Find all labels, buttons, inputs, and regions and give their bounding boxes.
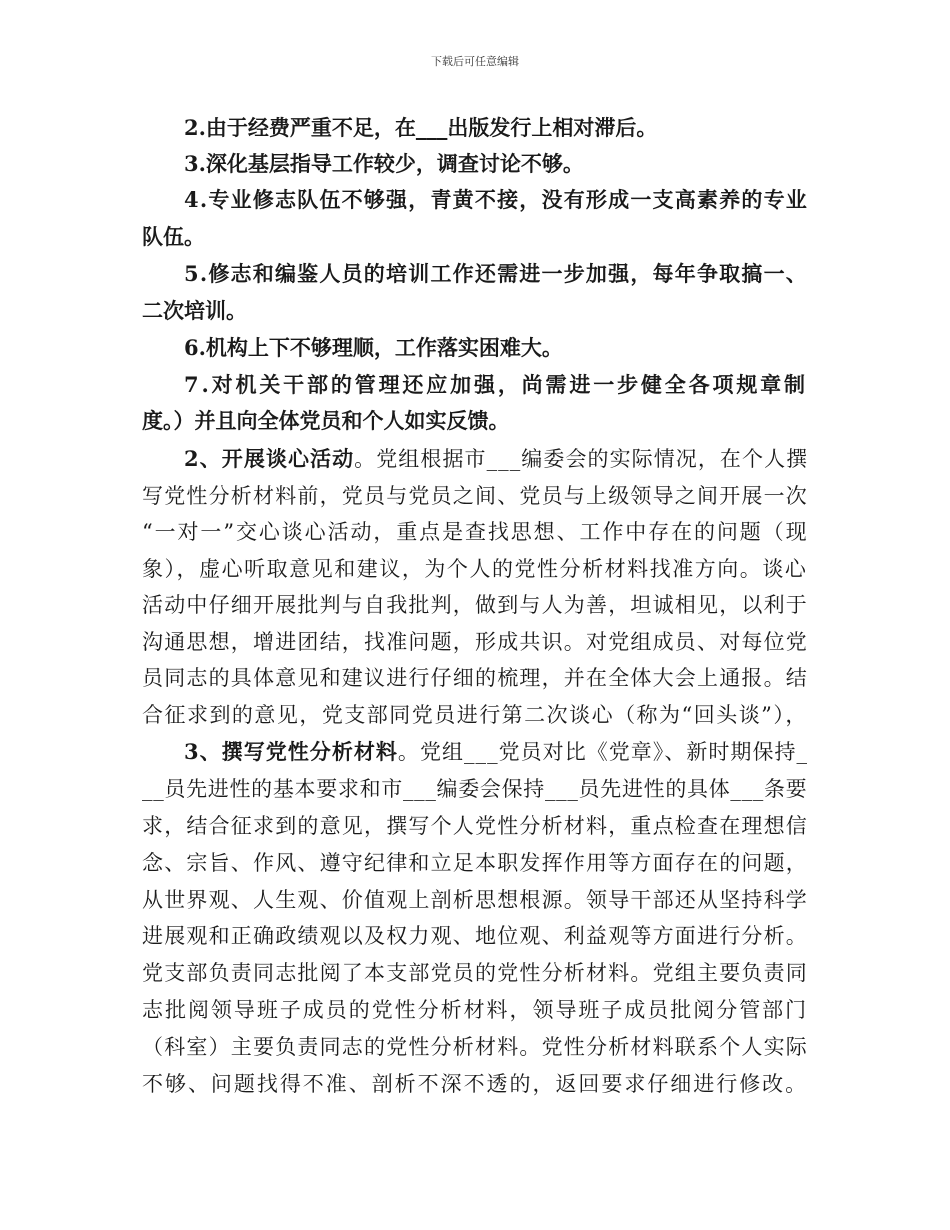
- list-item-4-line-2: 队伍。: [142, 224, 205, 249]
- list-item-7-line-1: 7.对机关干部的管理还应加强，尚需进一步健全各项规章制: [184, 372, 808, 397]
- paragraph-3-line-8: 志批阅领导班子成员的党性分析材料，领导班子成员批阅分管部门: [142, 998, 809, 1022]
- list-item-2: 2.由于经费严重不足，在___出版发行上相对滞后。: [184, 115, 658, 140]
- paragraph-2-line-4: 象），虚心听取意见和建议，为个人的党性分析材料找准方向。谈心: [142, 557, 808, 581]
- paragraph-2-line-3: “一对一”交心谈心活动，重点是查找思想、工作中存在的问题（现: [142, 520, 809, 544]
- list-item-5-line-1: 5.修志和编鉴人员的培训工作还需进一步加强，每年争取搞一、: [184, 261, 809, 286]
- page-header: 下载后可任意编辑: [431, 55, 519, 68]
- paragraph-2-line-5: 活动中仔细开展批判与自我批判，做到与人为善，坦诚相见，以利于: [142, 593, 808, 617]
- paragraph-2-line-7: 员同志的具体意见和建议进行仔细的梳理，并在全体大会上通报。结: [142, 666, 808, 690]
- paragraph-2-line-1: [184, 441, 808, 477]
- paragraph-3-line-5: 从世界观、人生观、价值观上剖析思想根源。领导干部还从坚持科学: [142, 888, 808, 912]
- section-heading-2: 2、开展谈心活动: [184, 446, 355, 471]
- paragraph-2-line-2: 写党性分析材料前，党员与党员之间、党员与上级领导之间开展一次: [142, 484, 808, 508]
- paragraph-3-line-10: 不够、问题找得不准、剖析不深不透的，返回要求仔细进行修改。: [142, 1072, 809, 1096]
- paragraph-3-text: 。党组___党员对比《党章》、新时期保持_: [397, 740, 809, 764]
- paragraph-3-line-7: 党支部负责同志批阅了本支部党员的党性分析材料。党组主要负责同: [142, 961, 808, 985]
- list-item-4-line-1: 4.专业修志队伍不够强，青黄不接，没有形成一支高素养的专业: [184, 187, 809, 212]
- paragraph-2-line-8: 合征求到的意见，党支部同党员进行第二次谈心（称为“回头谈”），: [142, 703, 808, 727]
- paragraph-3-line-2: __员先进性的基本要求和市___编委会保持___员先进性的具体___条要: [142, 777, 808, 801]
- list-item-7-line-2: 度。）并且向全体党员和个人如实反馈。: [142, 408, 510, 433]
- paragraph-3-line-3: 求，结合征求到的意见，撰写个人党性分析材料，重点检查在理想信: [142, 814, 808, 838]
- list-item-3: 3.深化基层指导工作较少，调查讨论不够。: [184, 151, 584, 176]
- paragraph-2-line-6: 沟通思想，增进团结，找准问题，形成共识。对党组成员、对每位党: [142, 630, 808, 654]
- paragraph-3-line-1: [184, 734, 808, 770]
- section-heading-3: 3、撰写党性分析材料: [184, 739, 398, 764]
- paragraph-3-line-6: 进展观和正确政绩观以及权力观、地位观、利益观等方面进行分析。: [142, 924, 808, 948]
- paragraph-2-text: 。党组根据市___编委会的实际情况，在个人撰: [354, 447, 809, 471]
- paragraph-3-line-9: （科室）主要负责同志的党性分析材料。党性分析材料联系个人实际: [142, 1035, 808, 1059]
- list-item-5-line-2: 二次培训。: [142, 298, 247, 323]
- list-item-6: 6.机构上下不够理顺，工作落实困难大。: [184, 335, 563, 360]
- paragraph-3-line-4: 念、宗旨、作风、遵守纪律和立足本职发挥作用等方面存在的问题，: [142, 851, 808, 875]
